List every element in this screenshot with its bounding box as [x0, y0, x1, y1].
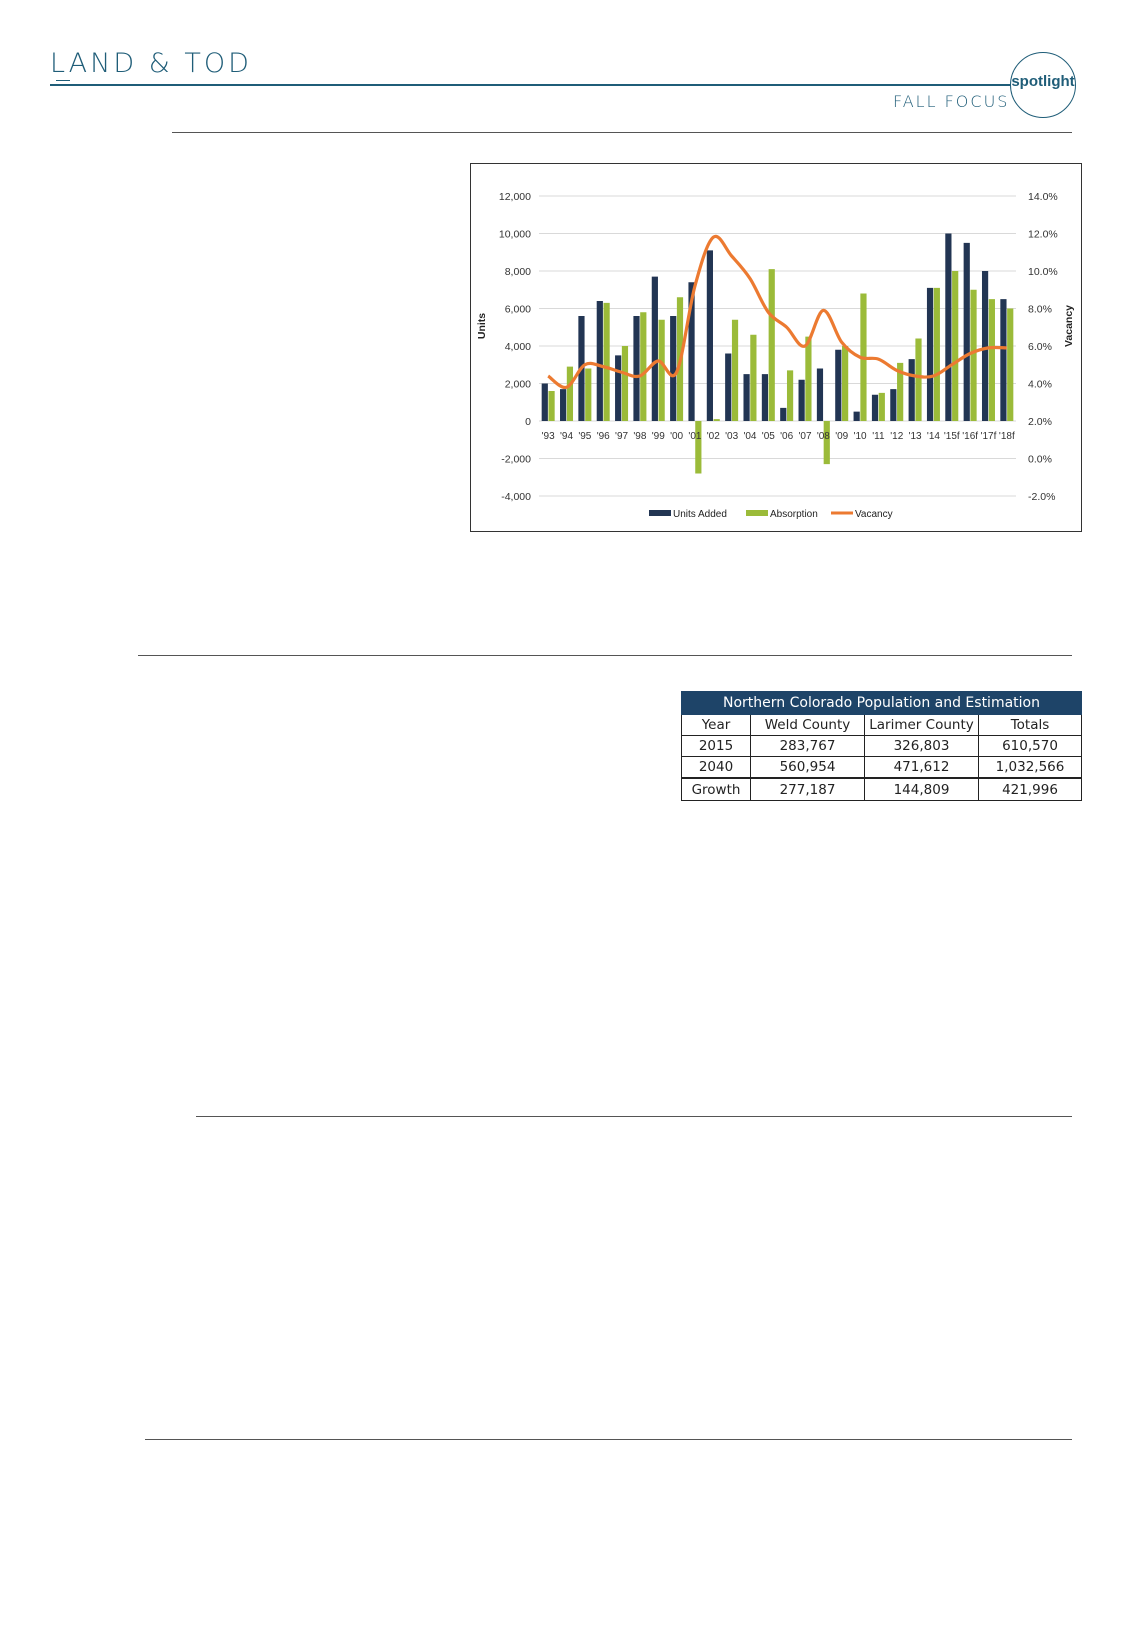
bar-units-added	[909, 359, 915, 421]
y-tick-label: 6,000	[504, 303, 531, 316]
bar-units-added	[982, 271, 988, 421]
bar-absorption	[659, 320, 665, 421]
table-cell: 610,570	[979, 736, 1082, 757]
bar-absorption	[805, 337, 811, 421]
bar-units-added	[835, 350, 841, 421]
table-row-growth	[682, 778, 1082, 801]
y-tick-label: 0	[525, 416, 531, 428]
y2-tick-label: 14.0%	[1028, 191, 1058, 203]
y-axis-title: Units	[476, 312, 488, 340]
x-tick-label: '17f	[980, 431, 997, 442]
bar-units-added	[817, 369, 823, 422]
y2-tick-label: -2.0%	[1028, 491, 1056, 503]
bar-absorption	[769, 269, 775, 421]
x-tick-label: '10	[853, 431, 867, 442]
bar-units-added	[780, 408, 786, 421]
x-tick-label: '08	[816, 431, 830, 442]
x-tick-label: '02	[706, 431, 720, 442]
bar-absorption	[714, 419, 720, 421]
table-cell: 421,996	[979, 778, 1082, 801]
table-caption: Northern Colorado Population and Estimation	[682, 692, 1082, 715]
bar-units-added	[945, 234, 951, 422]
logo-accent	[56, 80, 70, 81]
bar-absorption	[585, 369, 591, 422]
bar-units-added	[542, 384, 548, 422]
table-header-cell: Weld County	[751, 715, 865, 736]
bar-units-added	[743, 374, 749, 421]
table-header-cell: Totals	[979, 715, 1082, 736]
bar-absorption	[934, 288, 940, 421]
bar-units-added	[707, 250, 713, 421]
y2-tick-label: 0.0%	[1028, 453, 1052, 466]
x-tick-label: '11	[872, 431, 885, 442]
x-tick-label: '06	[780, 431, 794, 442]
table-header-cell: Year	[682, 715, 751, 736]
header-rule	[50, 84, 1012, 86]
bar-absorption	[548, 391, 554, 421]
x-tick-label: '94	[559, 431, 574, 442]
x-tick-label: '01	[688, 431, 702, 442]
table-row	[682, 757, 1082, 779]
x-tick-label: '03	[725, 431, 739, 442]
bar-absorption	[1007, 309, 1013, 422]
table-cell: 326,803	[865, 736, 979, 757]
x-tick-label: '95	[578, 431, 592, 442]
y2-tick-label: 6.0%	[1028, 341, 1052, 353]
table-row	[682, 736, 1082, 757]
bar-absorption	[640, 312, 646, 421]
y-tick-label: 12,000	[498, 191, 531, 203]
section-divider-3	[196, 1116, 1072, 1117]
bar-units-added	[1000, 299, 1006, 421]
bar-absorption	[989, 299, 995, 421]
bar-absorption	[567, 367, 573, 421]
x-tick-label: '18f	[998, 431, 1015, 442]
y2-axis-title: Vacancy	[1063, 304, 1075, 348]
bar-units-added	[762, 374, 768, 421]
y-tick-label: 4,000	[504, 341, 531, 353]
y-tick-label: -2,000	[501, 453, 531, 466]
y-tick-label: 10,000	[498, 228, 531, 241]
x-tick-label: '97	[615, 431, 629, 442]
chart-canvas	[471, 164, 1081, 531]
population-table	[681, 691, 1082, 801]
legend-label: Vacancy	[855, 509, 893, 520]
table-header-row	[682, 715, 1082, 736]
y-tick-label: 8,000	[504, 266, 531, 278]
section-divider-1	[172, 132, 1072, 133]
x-tick-label: '16f	[962, 431, 979, 442]
bar-units-added	[890, 389, 896, 421]
bar-absorption	[915, 339, 921, 422]
bar-units-added	[633, 316, 639, 421]
table-cell: 560,954	[751, 757, 865, 779]
bar-units-added	[927, 288, 933, 421]
bar-absorption	[824, 421, 830, 464]
x-tick-label: '99	[651, 431, 665, 442]
y-tick-label: 2,000	[504, 378, 531, 391]
section-divider-4	[145, 1439, 1072, 1440]
x-tick-label: '04	[743, 431, 757, 442]
table-cell: 2040	[682, 757, 751, 779]
x-tick-label: '93	[541, 431, 555, 442]
y-tick-label: -4,000	[501, 491, 531, 503]
x-tick-label: '07	[798, 431, 812, 442]
table-cell: 283,767	[751, 736, 865, 757]
legend-label: Absorption	[770, 509, 818, 520]
bar-absorption	[622, 346, 628, 421]
bar-absorption	[604, 303, 610, 421]
company-logo: LAND & TOD	[50, 48, 252, 79]
table-cell: Growth	[682, 778, 751, 801]
x-tick-label: '14	[926, 431, 940, 442]
issue-subtitle: FALL FOCUS	[893, 92, 1010, 111]
bar-absorption	[695, 421, 701, 474]
bar-units-added	[560, 389, 566, 421]
x-tick-label: '05	[761, 431, 775, 442]
y2-tick-label: 8.0%	[1028, 303, 1052, 316]
x-tick-label: '13	[908, 431, 922, 442]
bar-units-added	[597, 301, 603, 421]
bar-absorption	[750, 335, 756, 421]
bar-units-added	[799, 380, 805, 421]
legend-swatch	[649, 510, 671, 516]
bar-units-added	[872, 395, 878, 421]
units-absorption-vacancy-chart	[470, 163, 1082, 532]
table-cell: 277,187	[751, 778, 865, 801]
table-cell: 144,809	[865, 778, 979, 801]
bar-units-added	[964, 243, 970, 421]
bar-absorption	[879, 393, 885, 421]
bar-units-added	[725, 354, 731, 422]
x-tick-label: '98	[633, 431, 647, 442]
y2-tick-label: 12.0%	[1028, 228, 1058, 241]
bar-absorption	[952, 271, 958, 421]
bar-absorption	[970, 290, 976, 421]
table-header-cell: Larimer County	[865, 715, 979, 736]
table-cell: 471,612	[865, 757, 979, 779]
bar-units-added	[670, 316, 676, 421]
x-tick-label: '00	[670, 431, 684, 442]
table-cell: 2015	[682, 736, 751, 757]
x-tick-label: '96	[596, 431, 610, 442]
y2-tick-label: 10.0%	[1028, 266, 1058, 278]
x-tick-label: '15f	[943, 431, 960, 442]
bar-units-added	[854, 412, 860, 421]
y2-tick-label: 4.0%	[1028, 378, 1052, 391]
table-cell: 1,032,566	[979, 757, 1082, 779]
bar-units-added	[652, 277, 658, 421]
legend-swatch	[746, 510, 768, 516]
section-divider-2	[138, 655, 1072, 656]
y2-tick-label: 2.0%	[1028, 416, 1052, 428]
x-tick-label: '09	[835, 431, 849, 442]
bar-absorption	[842, 346, 848, 421]
spotlight-badge-label: spotlight	[1011, 73, 1075, 90]
bar-units-added	[615, 355, 621, 421]
bar-absorption	[732, 320, 738, 421]
legend-label: Units Added	[673, 509, 727, 520]
x-tick-label: '12	[890, 431, 904, 442]
bar-absorption	[787, 370, 793, 421]
